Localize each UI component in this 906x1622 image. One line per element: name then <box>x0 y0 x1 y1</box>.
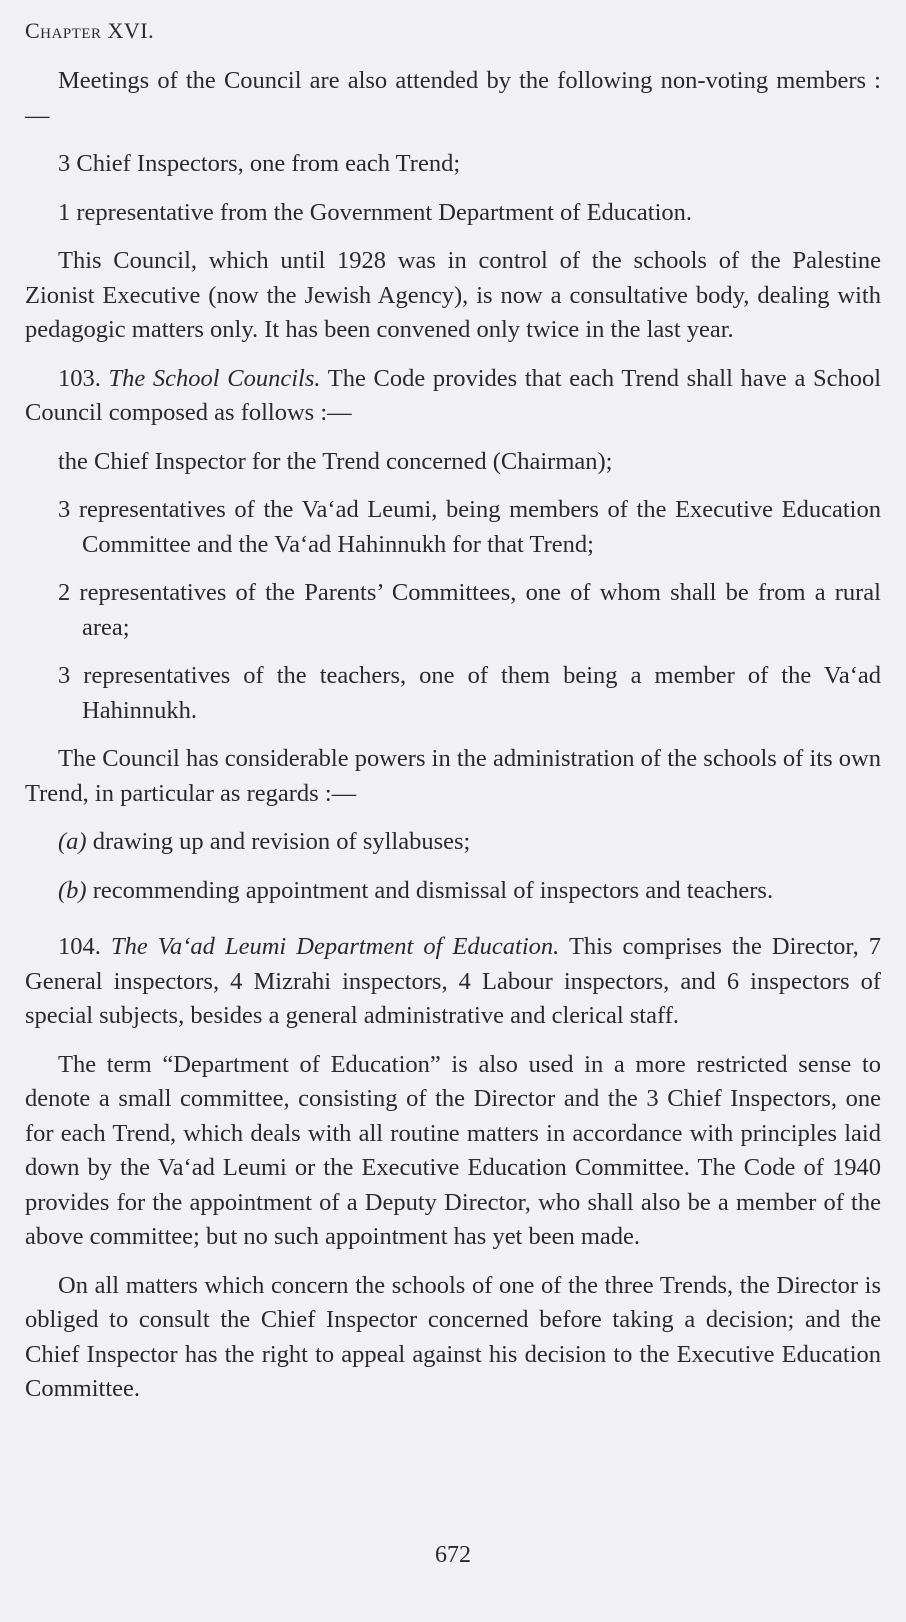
list-item: 3 representatives of the teachers, one of them being a member of the Va‘ad Hahinnukh. <box>58 662 881 724</box>
section-number: 104. <box>58 933 101 960</box>
page-body <box>25 18 881 1421</box>
list-item: 1 representative from the Government Department of Education. <box>58 198 693 226</box>
section-heading: The School Councils. <box>108 364 321 392</box>
chapter-heading: Chapter XVI. <box>25 18 155 43</box>
list-item: the Chief Inspector for the Trend concerned (Chairman); <box>58 447 613 475</box>
section-103 <box>25 362 881 431</box>
section-heading: The Va‘ad Leumi Department of Education. <box>110 933 560 960</box>
paragraph: This Council, which until 1928 was in control of the schools of the Palestine Zionist Executive (now the Jewish Agency), is now a consultative body, dealing with pedagogic matters only. It has been convened only twice in the last year. <box>25 247 881 343</box>
item-text: recommending appointment and dismissal of inspectors and teachers. <box>92 876 774 904</box>
paragraph: The Council has considerable powers in the administration of the schools of its own Trend, in particular as regards :— <box>25 745 881 807</box>
list-item: 3 representatives of the Va‘ad Leumi, being members of the Executive Education Committee and the Va‘ad Hahinnukh for that Trend; <box>58 496 881 558</box>
paragraph: Meetings of the Council are also attended by the following non-voting members :— <box>25 67 881 129</box>
list-item-b <box>25 874 881 909</box>
item-label: (b) <box>58 876 87 904</box>
item-label: (a) <box>58 828 87 855</box>
section-text: The Code provides that each Trend shall have a School Council composed as follows :— <box>25 364 882 426</box>
list-item: 3 Chief Inspectors, one from each Trend; <box>58 150 461 177</box>
page-number: 672 <box>435 1542 471 1568</box>
section-104 <box>25 930 881 1034</box>
list-item: 2 representatives of the Parents’ Committees, one of whom shall be from a rural area; <box>58 579 881 641</box>
item-text: drawing up and revision of syllabuses; <box>92 828 471 855</box>
list-item-a <box>25 825 881 860</box>
section-number: 103. <box>58 364 101 392</box>
paragraph: The term “Department of Education” is also used in a more restricted sense to denote a small committee, consisting of the Director and the 3 Chief Inspectors, one for each Trend, which deals with all routine matters in accordance with principles laid down by the Va‘ad Leumi or the Executive Education Committee. The Code of 1940 provides for the appointment of a Deputy Director, who shall also be a member of the above committee; but no such appointment has yet been made. <box>25 1050 881 1250</box>
paragraph: On all matters which concern the schools of one of the three Trends, the Director is obliged to consult the Chief Inspector concerned before taking a decision; and the Chief Inspector has the right to appeal against his decision to the Executive Education Committee. <box>25 1271 881 1402</box>
section-text: This comprises the Director, 7 General inspectors, 4 Mizrahi inspectors, 4 Labour inspectors, and 6 inspectors of special subjects, besides a general administrative and clerical staff. <box>25 933 882 1029</box>
